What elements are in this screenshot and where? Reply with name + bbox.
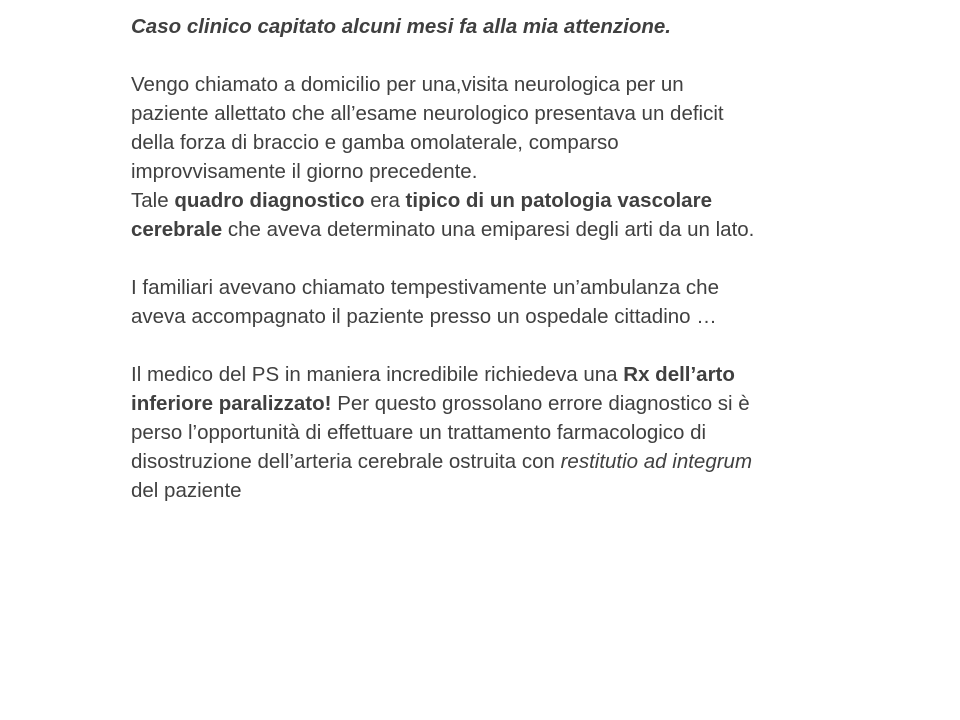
paragraph-3-line-1 [131, 360, 891, 389]
paragraph-2-line-1: I familiari avevano chiamato tempestivamente un’ambulanza che [131, 276, 719, 299]
paragraph-3-line-3: perso l’opportunità di effettuare un trattamento farmacologico di [131, 421, 707, 444]
spacer [131, 244, 891, 273]
text-run: Tale [131, 189, 175, 212]
text-run: Per questo grossolano errore diagnostico si è [331, 392, 750, 415]
text-run: Il medico del PS in maniera incredibile richiedeva una [131, 363, 624, 386]
paragraph-1-line-6 [131, 215, 891, 244]
paragraph-3-line-4 [131, 447, 891, 476]
paragraph-1-line-5 [131, 186, 891, 215]
spacer [131, 331, 891, 360]
case-text [131, 12, 891, 505]
paragraph-3-line-2 [131, 389, 891, 418]
spacer [131, 41, 891, 70]
bold-phrase-cerebrale: cerebrale [131, 218, 223, 241]
text-run: era [364, 189, 406, 212]
bold-phrase-inferiore-paralizzato: inferiore paralizzato! [131, 392, 332, 415]
paragraph-1-line-4: improvvisamente il giorno precedente. [131, 160, 478, 183]
bold-phrase-rx-arto: Rx dell’arto [623, 363, 735, 386]
italic-phrase-restitutio: restitutio ad integrum [560, 450, 753, 473]
paragraph-2-line-2: aveva accompagnato il paziente presso un ospedale cittadino … [131, 305, 717, 328]
bold-phrase-quadro-diagnostico: quadro diagnostico [174, 189, 365, 212]
paragraph-3-line-5: del paziente [131, 479, 242, 502]
bold-phrase-tipico: tipico di un patologia vascolare [405, 189, 712, 212]
paragraph-1-line-1: Vengo chiamato a domicilio per una,visita neurologica per un [131, 73, 684, 96]
text-run: disostruzione dell’arteria cerebrale ostruita con [131, 450, 561, 473]
paragraph-1-line-2: paziente allettato che all’esame neurologico presentava un deficit [131, 102, 724, 125]
paragraph-1-line-3: della forza di braccio e gamba omolaterale, comparso [131, 131, 619, 154]
case-title: Caso clinico capitato alcuni mesi fa alla mia attenzione. [131, 15, 671, 38]
text-run: che aveva determinato una emiparesi degli arti da un lato. [222, 218, 755, 241]
